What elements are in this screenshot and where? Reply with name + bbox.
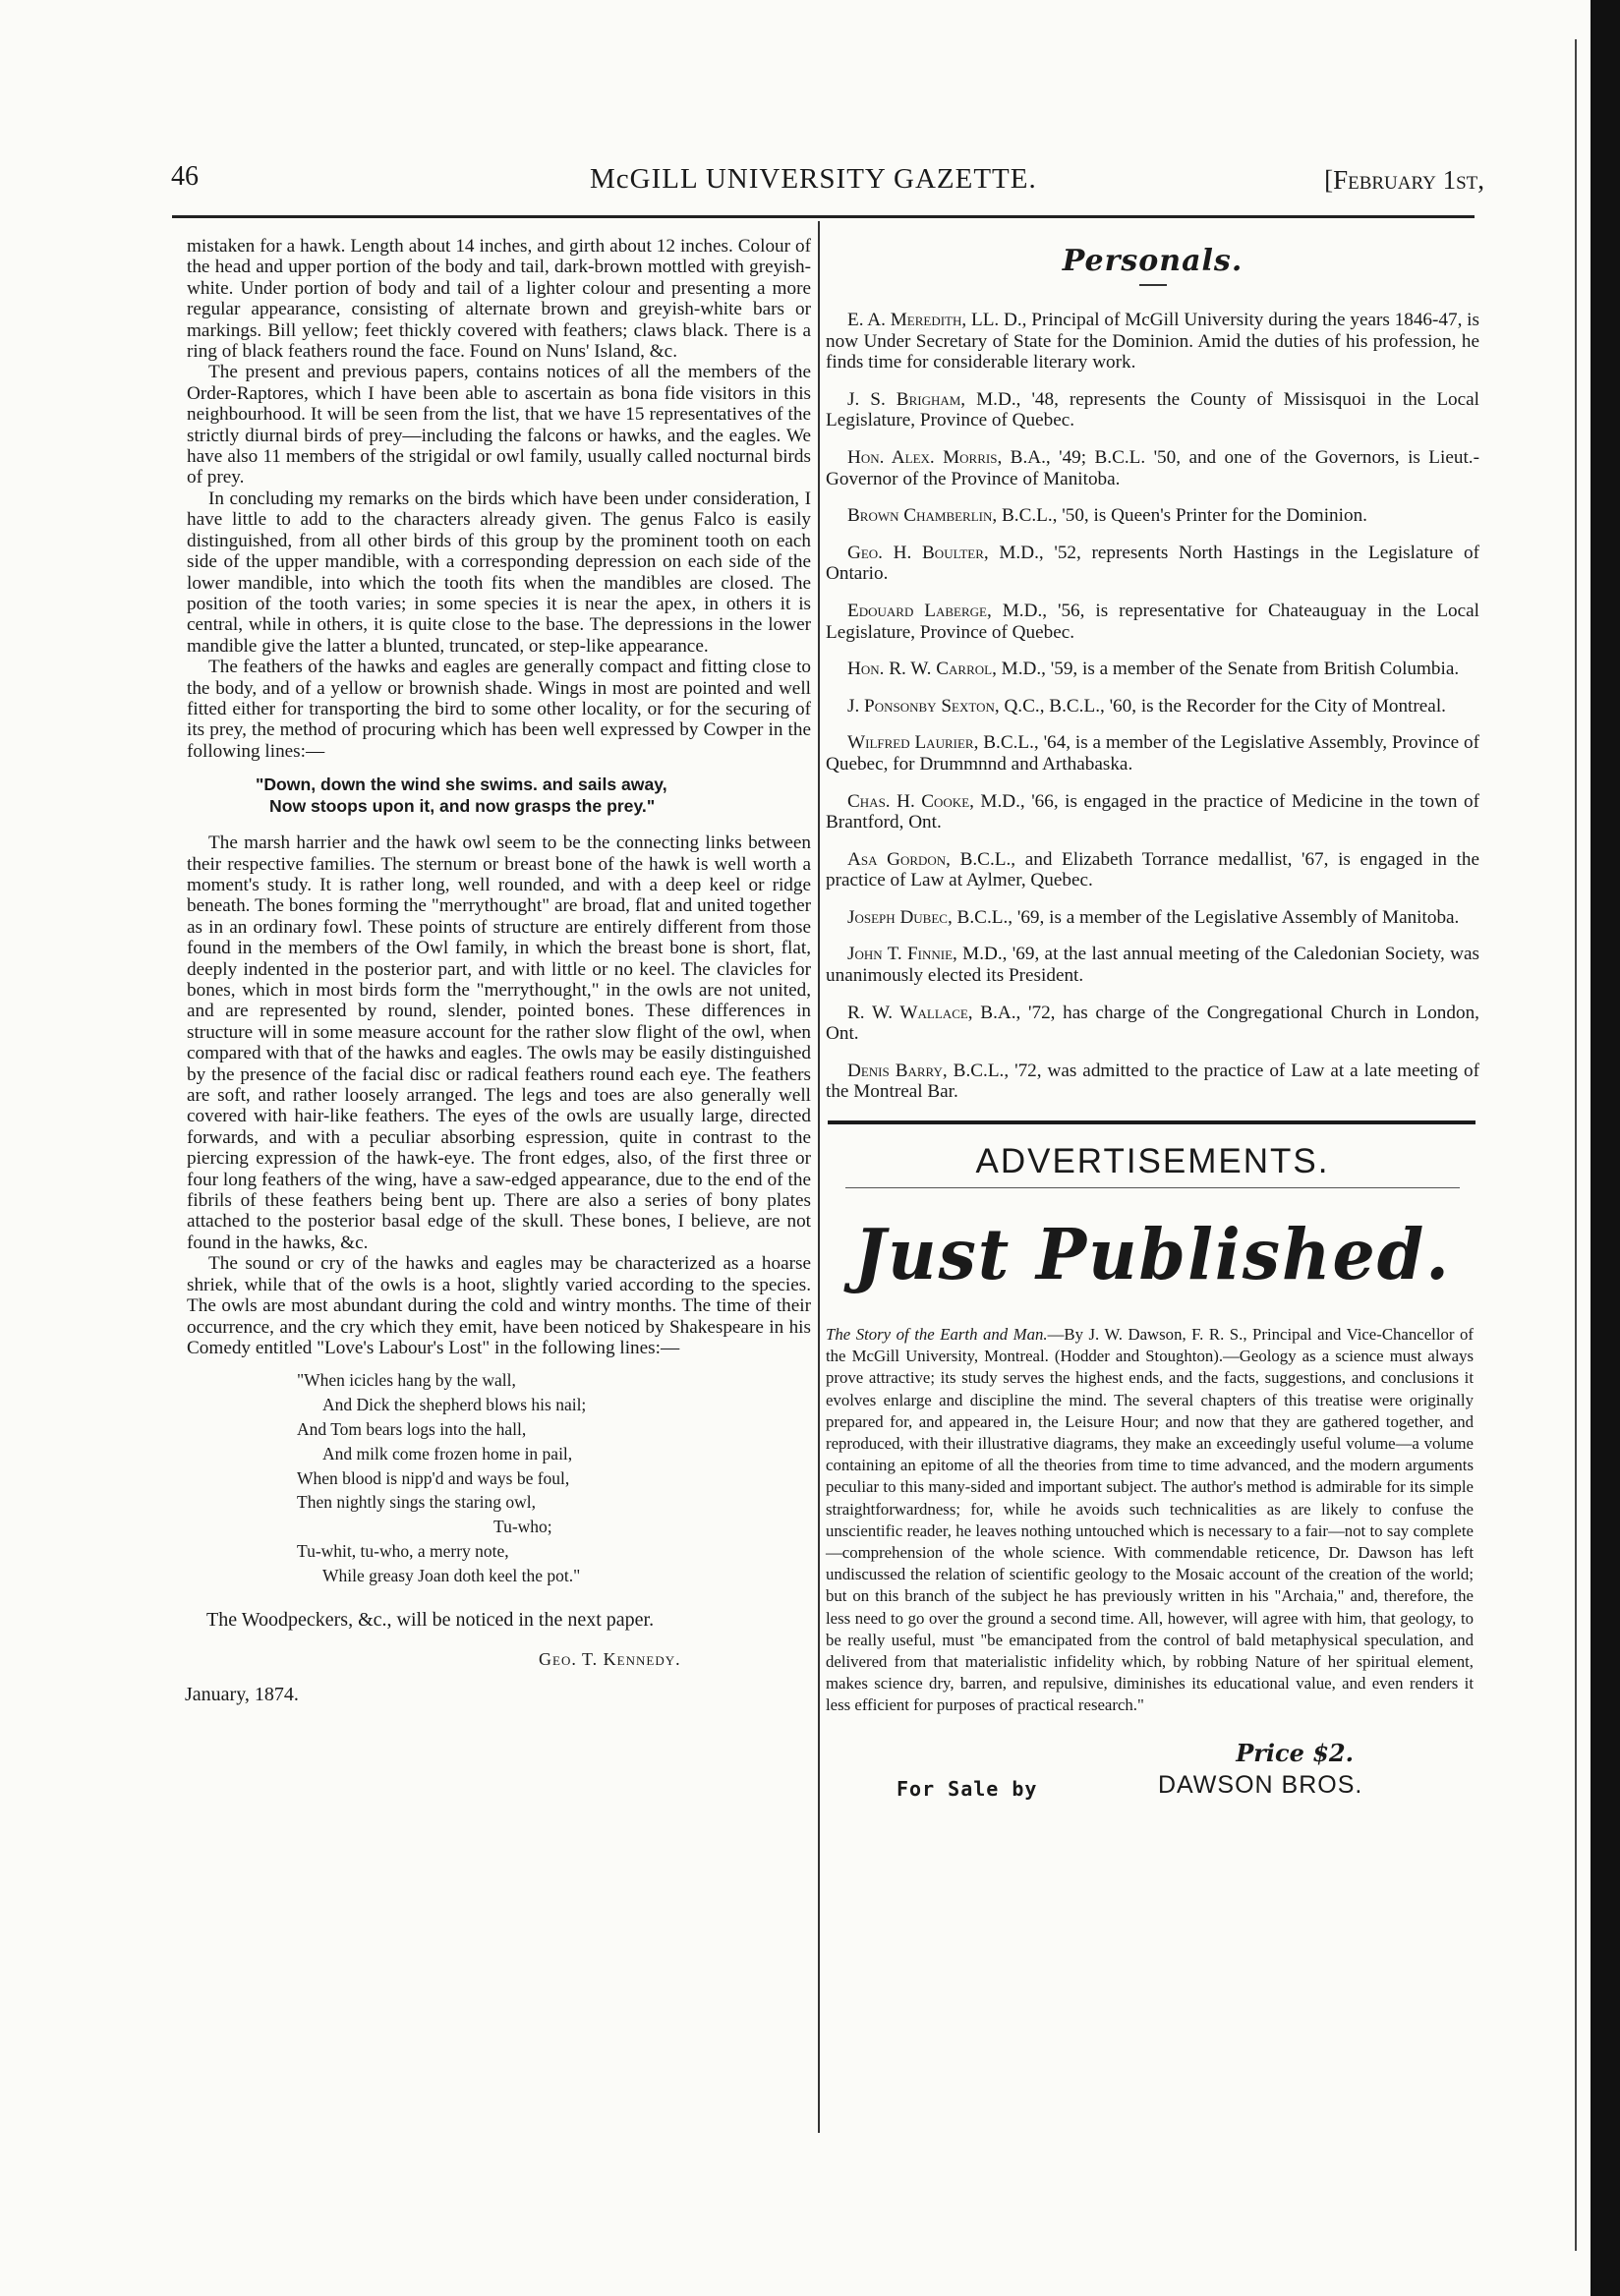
article-paragraphs-a xyxy=(187,236,811,762)
personals-heading: Personals. xyxy=(1062,244,1244,278)
person-note: and Elizabeth Torrance medallist, '67, is engaged in the practice of Law at Aylmer, Quebec. xyxy=(826,848,1479,891)
person-name: J. S. Brigham, M.D., xyxy=(847,388,1021,410)
person-name: Wilfred Laurier, B.C.L., xyxy=(847,732,1039,754)
heading-rule xyxy=(1139,284,1167,286)
person-note: '69, at the last annual meeting of the Caledonian Society, was unanimously elected its President. xyxy=(826,944,1480,987)
personal-entry xyxy=(826,907,1479,929)
person-note: '60, is the Recorder for the City of Montreal. xyxy=(1104,695,1446,717)
personal-entry xyxy=(826,1061,1479,1103)
personal-entry xyxy=(826,310,1479,373)
page-header xyxy=(167,157,1484,204)
person-name: Chas. H. Cooke, M.D., xyxy=(847,790,1025,812)
poem-line: Tu-whit, tu-who, a merry note, xyxy=(297,1540,509,1561)
personal-entry xyxy=(826,944,1479,986)
person-note: '49; B.C.L. '50, and one of the Governors, is Lieut.-Governor of the Province of Manitoba. xyxy=(826,446,1479,489)
author-signature: Geo. T. Kennedy. xyxy=(539,1649,681,1670)
advert-body xyxy=(826,1324,1474,1717)
article-paragraphs-b xyxy=(187,832,811,1358)
article-paragraph: mistaken for a hawk. Length about 14 inches, and girth about 12 inches. Colour of the head and upper portion of the body and tail, dark-brown mottled with greyish-white. Under portion of body and tail of a lighter colour and presenting a more regular appearance, consisting of alternate brown and greyish-white bars or markings. Bill yellow; feet thickly covered with feathers; claws black. There is a ring of black feathers round the face. Found on Nuns' Island, &c. xyxy=(187,236,811,363)
personal-entry xyxy=(826,601,1479,643)
person-name: Geo. H. Boulter, M.D., xyxy=(847,542,1044,563)
right-column xyxy=(826,236,1479,1807)
sale-row xyxy=(826,1771,1479,1807)
person-note: '64, is a member of the Legislative Assembly, Province of Quebec, for Drummnnd and Arthabaska. xyxy=(826,732,1479,775)
personal-entry xyxy=(826,505,1479,527)
advert-rule xyxy=(845,1187,1460,1188)
person-name: E. A. Meredith, LL. D., xyxy=(847,310,1027,330)
person-name: J. Ponsonby Sexton, Q.C., B.C.L., xyxy=(847,695,1105,717)
person-name: Hon. Alex. Morris, B.A., xyxy=(847,446,1051,468)
person-name: R. W. Wallace, B.A., xyxy=(847,1002,1021,1023)
poem-line: While greasy Joan doth keel the pot." xyxy=(322,1565,581,1585)
person-name: Brown Chamberlin, B.C.L., xyxy=(847,505,1058,527)
personal-entry xyxy=(826,849,1479,891)
poem-line: Tu-who; xyxy=(493,1517,552,1537)
header-rule xyxy=(172,215,1475,218)
personal-entry xyxy=(826,1003,1479,1045)
quote-line: "Down, down the wind she swims. and sails away, xyxy=(256,775,667,795)
person-note: Principal of McGill University during the years 1846-47, is now Under Secretary of State for the Dominion. Amid the duties of his profession, he finds time for considerable literary work. xyxy=(826,310,1479,373)
scan-edge-line xyxy=(1575,39,1577,2251)
article-paragraph: The feathers of the hawks and eagles are generally compact and fitting close to the body, and of a yellow or brownish shade. Wings in most are pointed and well fitted either for transporting the bird to some other locality, or for the securing of its prey, the method of procuring which has been well expressed by Cowper in the following lines:— xyxy=(187,657,811,762)
person-note: '69, is a member of the Legislative Assembly of Manitoba. xyxy=(1012,906,1460,928)
book-title: The Story of the Earth and Man. xyxy=(826,1325,1048,1345)
person-name: John T. Finnie, M.D., xyxy=(847,944,1008,965)
poem-line: Then nightly sings the staring owl, xyxy=(297,1492,537,1513)
personal-entry xyxy=(826,447,1479,489)
closing-note: The Woodpeckers, &c., will be noticed in the next paper. xyxy=(206,1609,655,1632)
issue-date: [February 1st, xyxy=(1324,165,1484,195)
column-divider xyxy=(818,221,820,2133)
personal-entry xyxy=(826,696,1479,718)
personals-list xyxy=(826,310,1479,1103)
article-paragraph: The marsh harrier and the hawk owl seem to be the connecting links between their respective families. The sternum or breast bone of the hawk is well worth a moment's study. It is rather long, well rounded, and with a deep keel or ridge beneath. The bones forming the "merrythought" are broad, flat and united together as in an ordinary fowl. These points of structure are entirely different from those found in the members of the Owl family, in which the breast bone is short, flat, deeply indented in the posterior part, and with little or no keel. The clavicles for bones, which in most birds form the "merrythought," in the owls are not united, and are represented by round, slender, pointed bones. These differences in structure will in some measure account for the rather slow flight of the owl, when compared with that of the hawks and eagles. The owls may be easily distinguished by the presence of the facial disc or radical feathers round each eye. The feathers are soft, and rather loosely arranged. The legs and toes are also generally well covered with hair-like feathers. The eyes of the owls are usually large, directed forwards, and with a peculiar absorbing espression, quite in contrast to the piercing expression of the hawk-eye. The front edges, also, of the first three or four long feathers of the wing, have a saw-edged appearance, due to the end of the fibrils of these feathers being bent up. There are also a series of bony plates attached to the posterior basal edge of the skull. These bones, I believe, are not found in the hawks, &c. xyxy=(187,832,811,1253)
section-rule xyxy=(828,1120,1475,1124)
person-name: Hon. R. W. Carrol, M.D., xyxy=(847,659,1046,680)
quote-line: Now stoops upon it, and now grasps the prey." xyxy=(269,796,656,817)
poem-line: And Dick the shepherd blows his nail; xyxy=(322,1395,587,1415)
poem-line: And milk come frozen home in pail, xyxy=(322,1443,573,1464)
article-date: January, 1874. xyxy=(185,1684,299,1706)
personal-entry xyxy=(826,732,1479,775)
cowper-quote xyxy=(256,774,811,817)
article-paragraph: The present and previous papers, contains notices of all the members of the Order-Raptores, which I have been able to ascertain as bona fide visitors in this neighbourhood. It will be seen from the list, that we have 15 representatives of the strictly diurnal birds of prey—including the falcons or hawks, and the eagles. We have also 11 members of the strigidal or owl family, usually called nocturnal birds of prey. xyxy=(187,362,811,488)
article-paragraph: In concluding my remarks on the birds which have been under consideration, I have little to add to the characters already given. The genus Falco is easily distinguished, from all other birds of this group by the prominent tooth on each side of the upper mandible, with a corresponding depression on each side of the lower mandible, into which the tooth fits when the mandibles are closed. The position of the tooth varies; in some species it is near the apex, in others it is central, while in others, it is quite close to the base. The depressions in the lower mandible give the latter a blunted, truncated, or step-like appearance. xyxy=(187,488,811,657)
article-paragraph: The sound or cry of the hawks and eagles may be characterized as a hoarse shriek, while that of the owls is a hoot, slightly varied according to the species. The owls are most abundant during the cold and wintry months. The time of their occurrence, and the cry which they emit, have been noticed by Shakespeare in his Comedy entitled "Love's Labour's Lost" in the following lines:— xyxy=(187,1253,811,1358)
person-note: '52, represents North Hastings in the Legislature of Ontario. xyxy=(826,542,1479,585)
for-sale-label: For Sale by xyxy=(897,1776,1038,1801)
person-note: '66, is engaged in the practice of Medicine in the town of Brantford, Ont. xyxy=(826,790,1480,833)
personal-entry xyxy=(826,389,1479,431)
personal-entry xyxy=(826,659,1479,680)
person-name: Asa Gordon, B.C.L., xyxy=(847,848,1016,870)
person-note: '72, was admitted to the practice of Law at a late meeting of the Montreal Bar. xyxy=(826,1060,1479,1103)
person-note: '59, is a member of the Senate from British Columbia. xyxy=(1045,659,1460,680)
poem-line: When blood is nipp'd and ways be foul, xyxy=(297,1467,570,1488)
price-label: Price $2. xyxy=(1236,1738,1354,1767)
person-note: '56, is representative for Chateauguay in the Local Legislature, Province of Quebec. xyxy=(826,600,1479,643)
person-name: Denis Barry, B.C.L., xyxy=(847,1060,1010,1081)
masthead-title: McGILL UNIVERSITY GAZETTE. xyxy=(590,163,1037,195)
personal-entry xyxy=(826,791,1479,833)
person-note: '72, has charge of the Congregational Church in London, Ont. xyxy=(826,1002,1479,1045)
just-published-banner: Just Published. xyxy=(854,1214,1451,1297)
scan-edge-bar xyxy=(1591,0,1620,2296)
poem-line: "When icicles hang by the wall, xyxy=(297,1370,516,1391)
advertisements-heading: ADVERTISEMENTS. xyxy=(975,1142,1330,1181)
shakespeare-poem xyxy=(297,1368,811,1587)
personal-entry xyxy=(826,543,1479,585)
person-name: Joseph Dubec, B.C.L., xyxy=(847,906,1013,928)
seller-name: DAWSON BROS. xyxy=(1158,1770,1363,1799)
person-note: '48, represents the County of Missisquoi in the Local Legislature, Province of Quebec. xyxy=(826,388,1480,431)
poem-line: And Tom bears logs into the hall, xyxy=(297,1418,527,1439)
page-number: 46 xyxy=(171,161,199,192)
person-name: Edouard Laberge, M.D., xyxy=(847,600,1048,621)
person-note: '50, is Queen's Printer for the Dominion. xyxy=(1057,505,1367,527)
advert-body-text: —By J. W. Dawson, F. R. S., Principal and Vice-Chancellor of the McGill University, Montreal. (Hodder and Stoughton).—Geology as a science must always prove attractive; its study serves the highest ends, and the facts, suggestions, and conclusions it evolves enlarge and discipline the mind. The several chapters of this treatise were originally prepared for, and appeared in, the Leisure Hour; and now that they are gathered together, and reproduced, with their illustrative diagrams, they make an exceedingly useful volume—a volume containing an epitome of all the theories from time to time advanced, and the modern arguments peculiar to this many-sided and important subject. The author's method is admirable for its simple straightforwardness; for, while he avoids such technicalities as are likely to confuse the unscientific reader, he leaves nothing untouched which is necessary to a fair—not to say complete—comprehension of the whole science. With commendable reticence, Dr. Dawson has left undiscussed the relation of scientific geology to the Mosaic account of the creation of the world; but on this branch of the subject he has previously written in his "Archaia," and, therefore, the less need to go over the ground a second time. All, however, will agree with him, that geology, to be really useful, must "be emancipated from the control of bald metaphysical speculation, and delivered from that materialistic infidelity which, by robbing Nature of her spiritual element, makes science dry, barren, and repulsive, diminishes its educational value, and even renders it less efficient for purposes of practical research." xyxy=(826,1325,1474,1715)
left-column xyxy=(187,236,811,1706)
